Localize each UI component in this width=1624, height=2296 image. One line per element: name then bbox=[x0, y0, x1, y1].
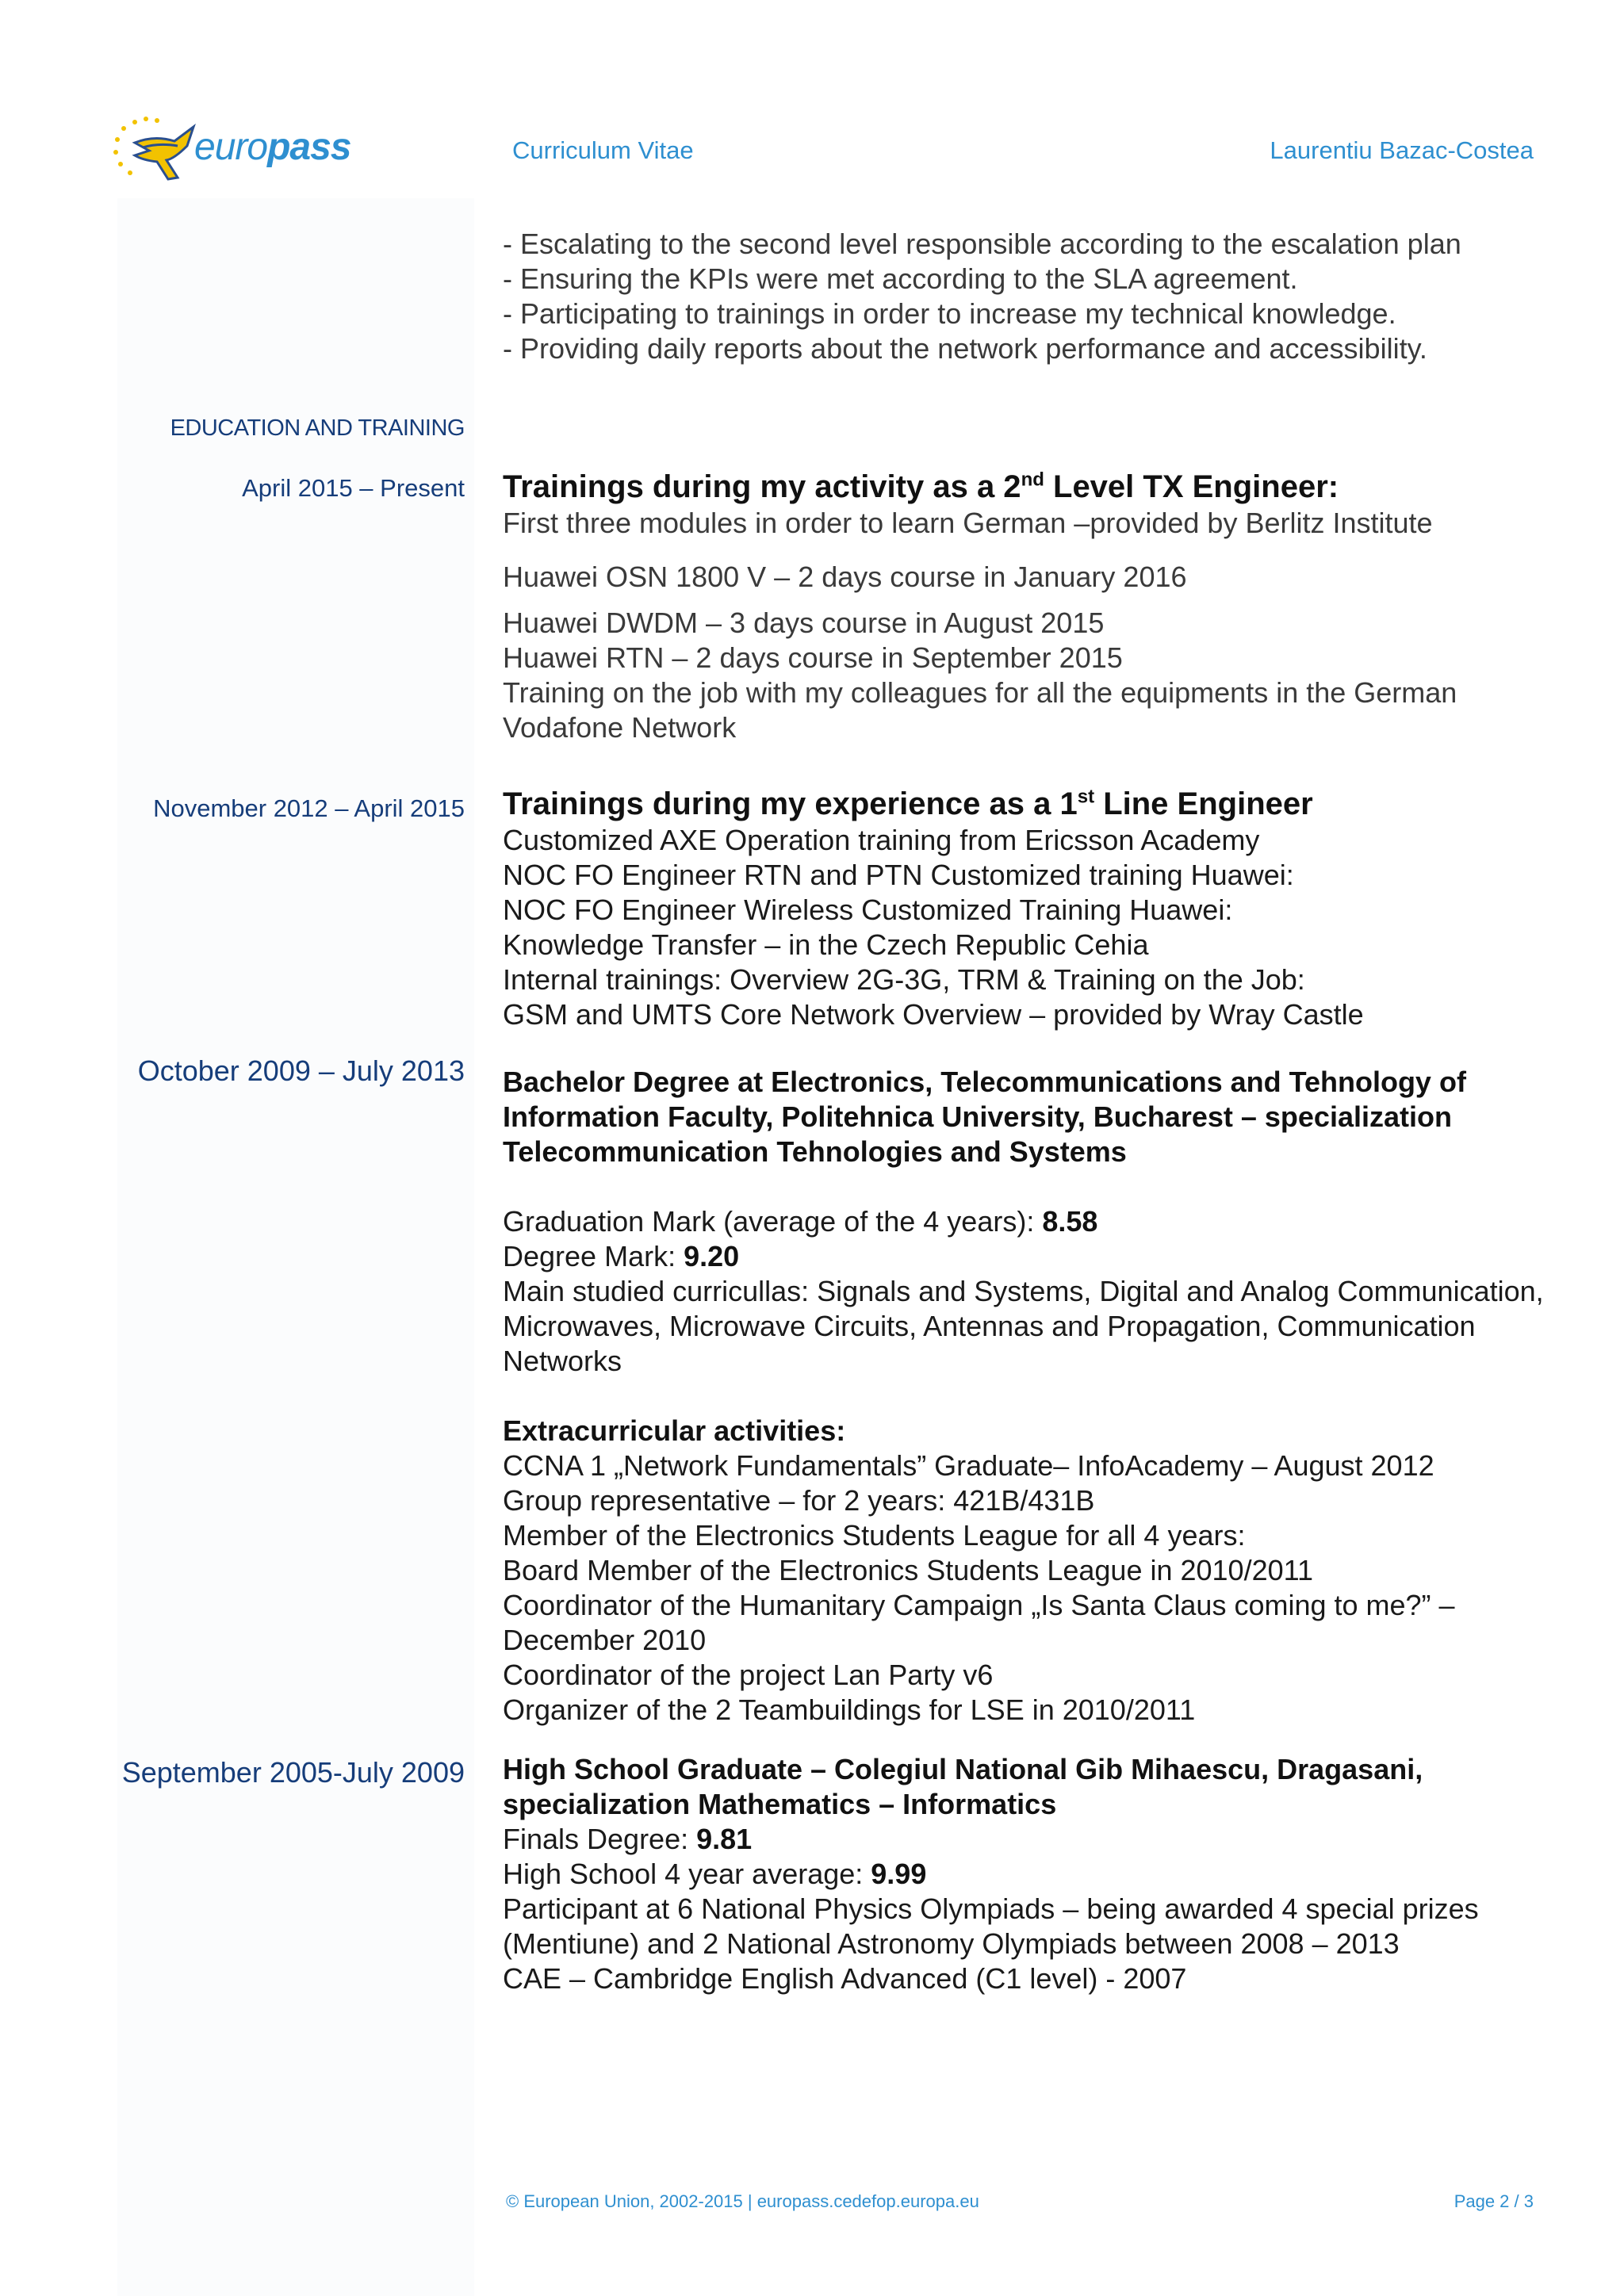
entry-line: Microwaves, Microwave Circuits, Antennas and Propagation, Communication bbox=[503, 1310, 1476, 1342]
entry-title-line: Bachelor Degree at Electronics, Telecommunications and Tehnology of bbox=[503, 1066, 1466, 1098]
entry-line: Huawei DWDM – 3 days course in August 2015 bbox=[503, 607, 1105, 639]
entry-title-line: Telecommunication Tehnologies and Systems bbox=[503, 1135, 1127, 1168]
entry-line: CAE – Cambridge English Advanced (C1 level) - 2007 bbox=[503, 1962, 1187, 1995]
europass-logo bbox=[111, 111, 351, 186]
entry-line: GSM and UMTS Core Network Overview – provided by Wray Castle bbox=[503, 998, 1364, 1031]
entry-line: NOC FO Engineer RTN and PTN Customized training Huawei: bbox=[503, 859, 1294, 891]
entry-line: NOC FO Engineer Wireless Customized Training Huawei: bbox=[503, 894, 1233, 926]
entry-line: Main studied curricullas: Signals and Systems, Digital and Analog Communication, bbox=[503, 1275, 1544, 1307]
entry-title: Trainings during my experience as a 1st Line Engineer bbox=[503, 786, 1313, 821]
entry-line: First three modules in order to learn German –provided by Berlitz Institute bbox=[503, 507, 1433, 539]
entry-date: September 2005-July 2009 bbox=[121, 1756, 465, 1789]
europass-figure-icon bbox=[111, 111, 206, 186]
entry-line: CCNA 1 „Network Fundamentals” Graduate– InfoAcademy – August 2012 bbox=[503, 1449, 1434, 1482]
section-heading: EDUCATION AND TRAINING bbox=[170, 415, 465, 441]
entry-line: Training on the job with my colleagues for all the equipments in the German bbox=[503, 676, 1457, 709]
graduation-mark: Graduation Mark (average of the 4 years): 8.58 bbox=[503, 1205, 1098, 1238]
side-panel bbox=[117, 198, 474, 2296]
entry-content bbox=[503, 1752, 1534, 1996]
header-name: Laurentiu Bazac-Costea bbox=[1270, 136, 1534, 164]
continuation-item: - Participating to trainings in order to increase my technical knowledge. bbox=[503, 297, 1396, 330]
entry-title-line: High School Graduate – Colegiul National Gib Mihaescu, Dragasani, bbox=[503, 1753, 1423, 1785]
continuation-list bbox=[503, 227, 1534, 366]
entry-line: Internal trainings: Overview 2G-3G, TRM & Training on the Job: bbox=[503, 963, 1305, 996]
entry-line: December 2010 bbox=[503, 1624, 707, 1656]
entry-line: Networks bbox=[503, 1345, 622, 1377]
entry-line: Knowledge Transfer – in the Czech Republic Cehia bbox=[503, 928, 1149, 961]
entry-content bbox=[503, 1065, 1544, 1728]
continuation-item: - Ensuring the KPIs were met according to the SLA agreement. bbox=[503, 262, 1298, 295]
entry-line: Group representative – for 2 years: 421B/431B bbox=[503, 1484, 1095, 1517]
high-school-average: High School 4 year average: 9.99 bbox=[503, 1858, 927, 1890]
entry-content bbox=[503, 468, 1534, 745]
entry-date: October 2009 – July 2013 bbox=[137, 1054, 465, 1087]
extracurricular-heading: Extracurricular activities: bbox=[503, 1414, 846, 1447]
finals-degree: Finals Degree: 9.81 bbox=[503, 1823, 753, 1855]
entry-line: Huawei RTN – 2 days course in September 2015 bbox=[503, 641, 1123, 674]
page-number: Page 2 / 3 bbox=[1454, 2191, 1534, 2211]
entry-date: April 2015 – Present bbox=[242, 474, 465, 502]
entry-line: Member of the Electronics Students League for all 4 years: bbox=[503, 1519, 1246, 1552]
entry-title-line: Information Faculty, Politehnica University, Bucharest – specialization bbox=[503, 1100, 1452, 1133]
continuation-item: - Providing daily reports about the network performance and accessibility. bbox=[503, 332, 1427, 365]
degree-mark: Degree Mark: 9.20 bbox=[503, 1240, 740, 1272]
entry-title: Trainings during my activity as a 2nd Level TX Engineer: bbox=[503, 469, 1339, 504]
entry-line: Organizer of the 2 Teambuildings for LSE in 2010/2011 bbox=[503, 1693, 1196, 1726]
header-title: Curriculum Vitae bbox=[512, 136, 694, 164]
entry-line: Board Member of the Electronics Students League in 2010/2011 bbox=[503, 1554, 1313, 1586]
entry-line: Huawei OSN 1800 V – 2 days course in January 2016 bbox=[503, 561, 1187, 593]
entry-line: Coordinator of the Humanitary Campaign „Is Santa Claus coming to me?” – bbox=[503, 1589, 1455, 1621]
entry-line: Participant at 6 National Physics Olympiads – being awarded 4 special prizes bbox=[503, 1892, 1479, 1925]
entry-title-line: specialization Mathematics – Informatics bbox=[503, 1788, 1057, 1820]
entry-line: Customized AXE Operation training from Ericsson Academy bbox=[503, 824, 1260, 856]
entry-line: Vodafone Network bbox=[503, 711, 737, 744]
footer-copyright: © European Union, 2002-2015 | europass.cedefop.europa.eu bbox=[506, 2191, 979, 2211]
entry-line: (Mentiune) and 2 National Astronomy Olympiads between 2008 – 2013 bbox=[503, 1927, 1400, 1960]
continuation-item: - Escalating to the second level responsible according to the escalation plan bbox=[503, 228, 1461, 260]
entry-line: Coordinator of the project Lan Party v6 bbox=[503, 1659, 994, 1691]
entry-content bbox=[503, 785, 1534, 1032]
logo-wordmark: europass bbox=[194, 126, 351, 168]
entry-date: November 2012 – April 2015 bbox=[153, 794, 465, 822]
